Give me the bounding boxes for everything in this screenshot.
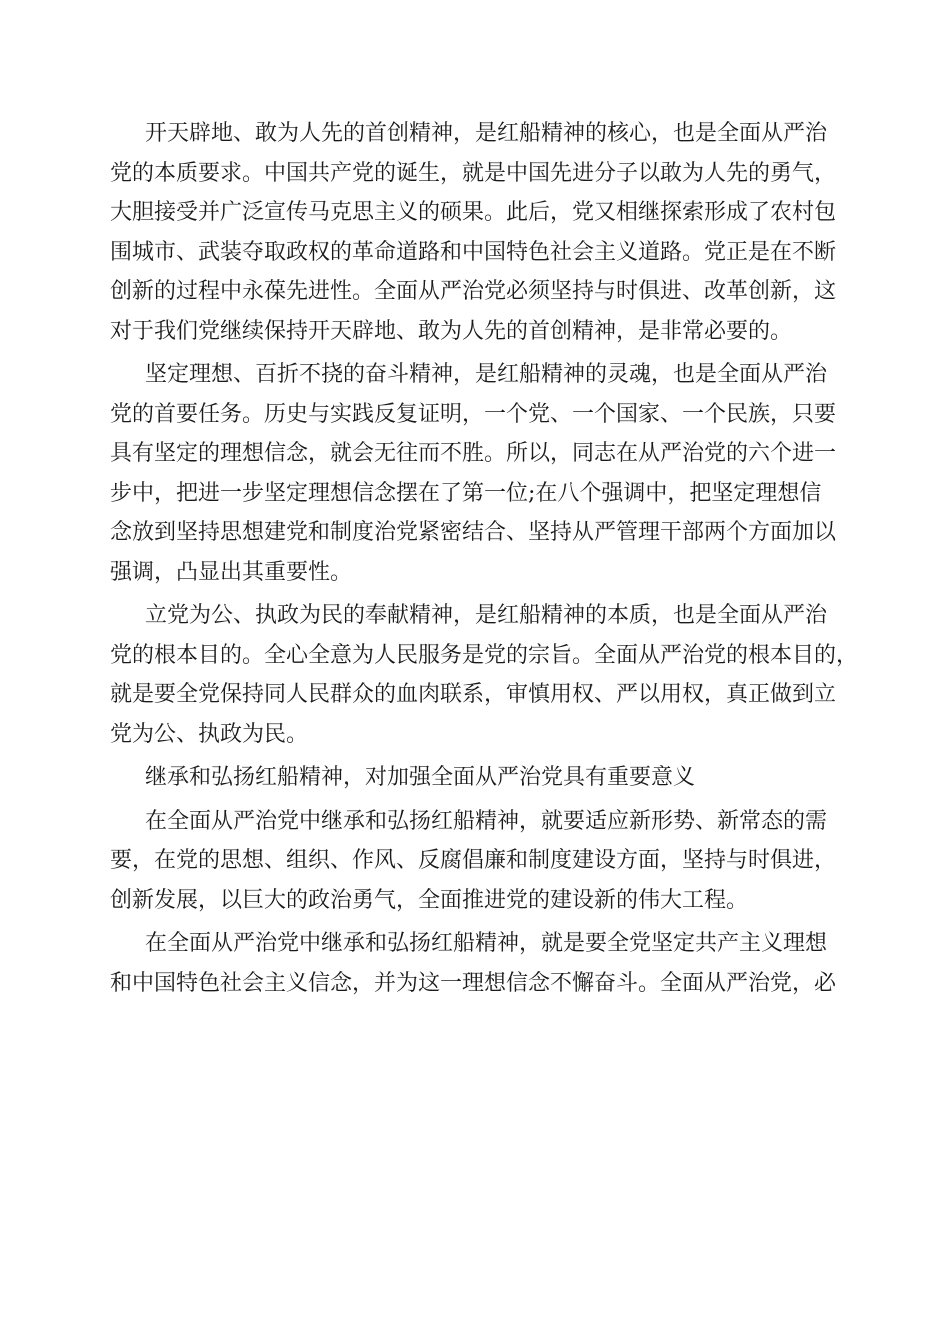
paragraph-line: 和中国特色社会主义信念，并为这一理想信念不懈奋斗。全面从严治党，必 — [110, 970, 837, 996]
paragraph-line: 大胆接受并广泛宣传马克思主义的硕果。此后，党又相继探索形成了农村包 — [110, 200, 837, 225]
paragraph-line: 党的本质要求。中国共产党的诞生，就是中国先进分子以敢为人先的勇气， — [110, 160, 837, 186]
paragraph-6 — [110, 924, 850, 1003]
paragraph-line: 围城市、武装夺取政权的革命道路和中国特色社会主义道路。党正是在不断 — [110, 239, 837, 265]
paragraph-line: 党的根本目的。全心全意为人民服务是党的宗旨。全面从严治党的根本目的， — [110, 642, 859, 668]
paragraph-line: 创新发展，以巨大的政治勇气，全面推进党的建设新的伟大工程。 — [110, 887, 749, 913]
heading-line: 继承和弘扬红船精神，对加强全面从严治党具有重要意义 — [145, 765, 696, 790]
paragraph-line: 党为公、执政为民。 — [110, 721, 309, 747]
paragraph-line: 坚定理想、百折不挠的奋斗精神，是红船精神的灵魂，也是全面从严治 — [145, 362, 828, 387]
paragraph-line: 在全面从严治党中继承和弘扬红船精神，就要适应新形势、新常态的需 — [145, 808, 828, 834]
paragraph-1 — [110, 114, 850, 351]
paragraph-3 — [110, 596, 859, 754]
paragraph-line: 对于我们党继续保持开天辟地、敢为人先的首创精神，是非常必要的。 — [110, 318, 793, 344]
document-page — [110, 114, 859, 1003]
paragraph-line: 具有坚定的理想信念，就会无往而不胜。所以，同志在从严治党的六个进一 — [110, 441, 837, 466]
paragraph-line: 党的首要任务。历史与实践反复证明，一个党、一个国家、一个民族，只要 — [110, 401, 837, 427]
paragraph-line: 念放到坚持思想建党和制度治党紧密结合、坚持从严管理干部两个方面加以 — [110, 520, 837, 545]
paragraph-line: 要，在党的思想、组织、作风、反腐倡廉和制度建设方面，坚持与时俱进， — [110, 848, 837, 873]
paragraph-line: 就是要全党保持同人民群众的血肉联系，审慎用权、严以用权，真正做到立 — [110, 682, 837, 707]
paragraph-line: 创新的过程中永葆先进性。全面从严治党必须坚持与时俱进、改革创新，这 — [110, 279, 837, 304]
paragraph-line: 强调，凸显出其重要性。 — [110, 559, 353, 585]
paragraph-2 — [110, 355, 850, 592]
paragraph-line: 开天辟地、敢为人先的首创精神，是红船精神的核心，也是全面从严治 — [145, 121, 828, 146]
section-heading — [110, 758, 850, 798]
paragraph-line: 步中，把进一步坚定理想信念摆在了第一位;在八个强调中，把坚定理想信 — [110, 480, 822, 506]
paragraph-line: 立党为公、执政为民的奉献精神，是红船精神的本质，也是全面从严治 — [145, 603, 828, 628]
paragraph-line: 在全面从严治党中继承和弘扬红船精神，就是要全党坚定共产主义理想 — [145, 931, 828, 956]
paragraph-5 — [110, 802, 850, 921]
